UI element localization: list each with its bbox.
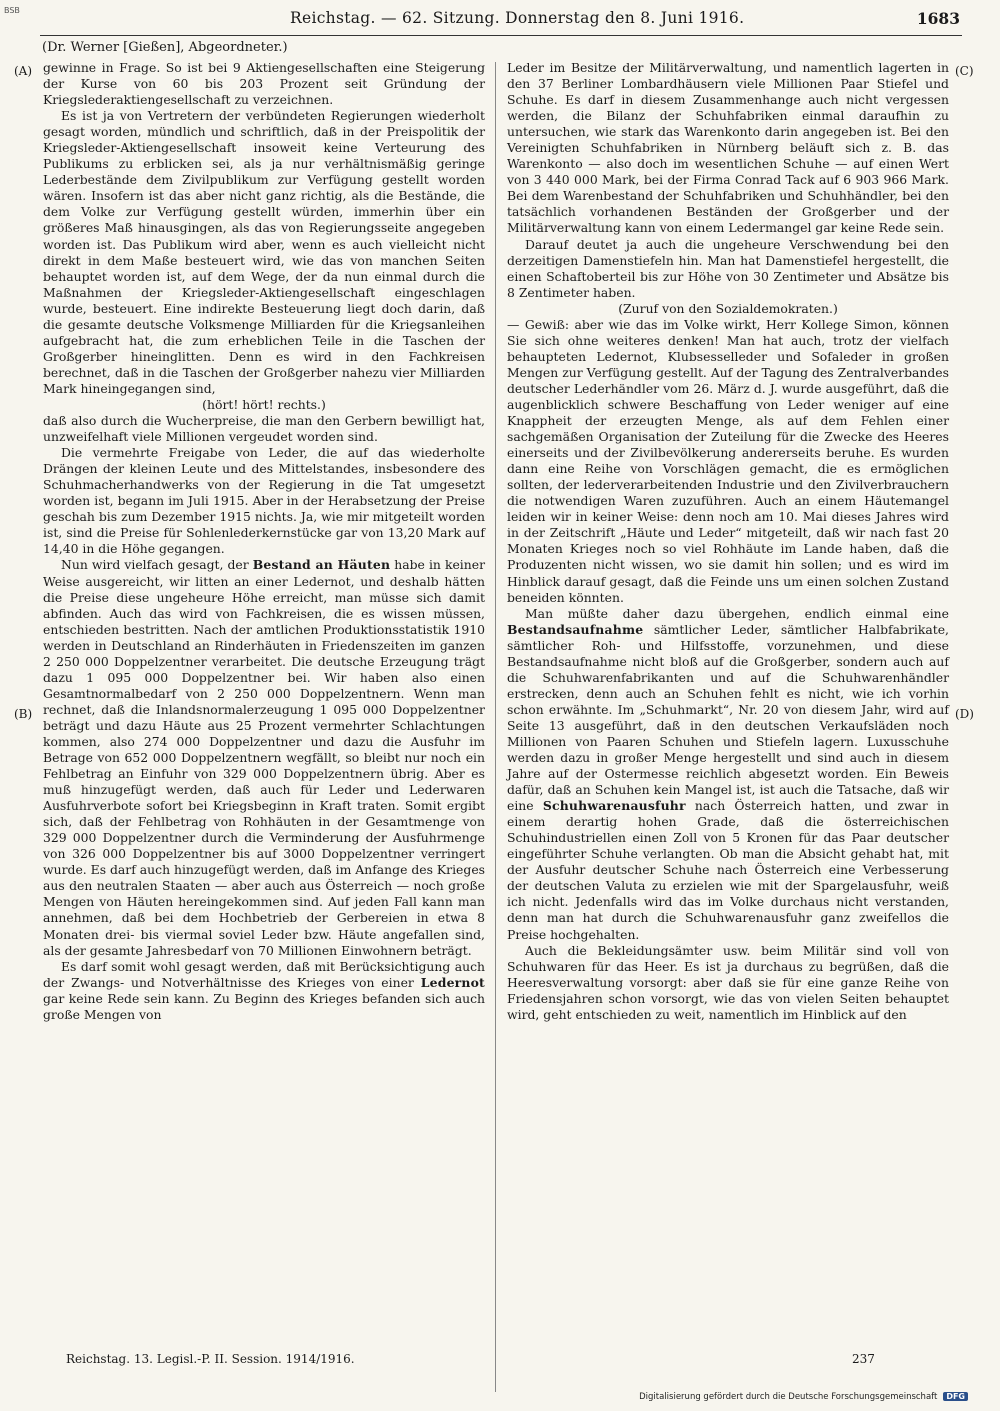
page-number: 1683: [916, 9, 960, 28]
paragraph: gewinne in Frage. So ist bei 9 Aktiengesellschaften eine Steigerung der Kurse von 60 bis 203 Prozent seit Gründung der Kriegslederaktiengesellschaft zu verzeichnen.: [43, 60, 485, 108]
text-run: Es darf somit wohl gesagt werden, daß mit Berücksichtigung auch der Zwangs- und Notverhältnisse des Krieges von einer: [43, 958, 485, 990]
text-run: habe in keiner Weise ausgereicht, wir litten an einer Ledernot, und deshalb hätten die Preise diese ungeheure Höhe erreicht, man müsse sich damit abfinden. Auch das wird von Fachkreisen, die es wissen müssen, entschieden bestritten. Nach der amtlichen Produktionsstatistik 1910 werden in Deutschland an Rinderhäuten in Friedenszeiten im ganzen 2 250 000 Doppelzentner verarbeitet. Die deutsche Erzeugung trägt dazu 1 095 000 Doppelzentner bei. Wir haben also einen Gesamtnormalbedarf von 2 250 000 Doppelzentnern. Wenn man rechnet, daß die Inlandsnormalerzeugung 1 095 000 Doppelzentner beträgt und dazu Häute aus 25 Prozent vermehrter Schlachtungen kommen, also 274 000 Doppelzentner und dazu die Ausfuhr im Betrage von 652 000 Doppelzentnern wegfällt, so bleibt nur noch ein Fehlbetrag an Einfuhr von 329 000 Doppelzentnern übrig. Aber es muß hinzugefügt werden, daß auch für Leder und Lederwaren Ausfuhrverbote sofort bei Kriegsbeginn in Kraft traten. Somit ergibt sich, daß der Fehlbetrag von Rohhäuten in der Gesamtmenge von 329 000 Doppelzentner durch die Verminderung der Ausfuhrmenge von 326 000 Doppelzentner bis auf 3000 Doppelzentner verringert wurde. Es darf auch hinzugefügt werden, daß im Anfange des Krieges aus den neutralen Staaten — aber auch aus Österreich — noch große Mengen von Häuten hereingekommen sind. Auf jeden Fall kann man annehmen, daß bei dem Hochbetrieb der Gerbereien in etwa 8 Monaten drei- bis viermal soviel Leder bzw. Häute angefallen sind, als der gesamte Jahresbedarf von 70 Millionen Einwohnern beträgt.: [43, 557, 486, 958]
emphasis: Bestand an Häuten: [252, 557, 391, 573]
column-divider: [495, 62, 496, 1392]
library-mark: BSB: [4, 6, 20, 15]
margin-mark-b: (B): [14, 707, 33, 721]
paragraph: [507, 606, 949, 943]
text-run: gar keine Rede sein kann. Zu Beginn des Krieges befanden sich auch große Mengen von: [43, 990, 485, 1022]
text-run: Man müßte daher dazu übergehen, endlich einmal eine: [525, 605, 949, 621]
paragraph: [43, 557, 485, 958]
dfg-logo: DFG: [943, 1392, 968, 1401]
digitization-note: [639, 1392, 968, 1402]
running-head: Reichstag. — 62. Sitzung. Donnerstag den 8. Juni 1916.: [290, 9, 745, 27]
digitization-text: Digitalisierung gefördert durch die Deutsche Forschungsgemeinschaft: [639, 1392, 938, 1402]
paragraph: daß also durch die Wucherpreise, die man den Gerbern bewilligt hat, unzweifelhaft viele Millionen vergeudet worden sind.: [43, 413, 485, 445]
paragraph: Es ist ja von Vertretern der verbündeten Regierungen wiederholt gesagt worden, mündlich und schriftlich, daß in der Preispolitik der Kriegsleder-Aktiengesellschaft insoweit keine Verteurung des Publikums zu erblicken sei, als ja nur verhältnismäßig geringe Lederbestände dem Zivilpublikum zur Verfügung gestellt worden wären. Insofern ist das aber nicht ganz richtig, als die Bestände, die dem Volke zur Verfügung gestellt würden, immerhin über ein größeres Maß hinausgingen, als das von Regierungsseite angegeben worden ist. Das Publikum wird aber, wenn es auch vielleicht nicht direkt in dem Maße besteuert wird, wie das von manchen Seiten behauptet worden ist, auf dem Wege, der da nun einmal durch die Maßnahmen der Kriegsleder-Aktiengesellschaft eingeschlagen wurde, besteuert. Eine indirekte Besteuerung liegt doch darin, daß die gesamte deutsche Volksmenge Milliarden für die Kriegsanleihen aufgebracht hat, die zum erheblichen Teile in die Taschen der Großgerber hineinglitten. Denn es wird in den Fachkreisen berechnet, daß in die Taschen der Großgerber nahezu vier Milliarden Mark hineingegangen sind,: [43, 108, 485, 396]
paragraph: Auch die Bekleidungsämter usw. beim Militär sind voll von Schuhwaren für das Heer. Es ist ja durchaus zu begrüßen, daß die Heeresverwaltung vorsorgt: aber daß sie für eine ganze Reihe von Friedensjahren schon vorsorgt, wie das von vielen Seiten behauptet wird, geht entschieden zu weit, namentlich im Hinblick auf den: [507, 942, 949, 1022]
emphasis: Schuhwarenausfuhr: [542, 798, 686, 814]
paragraph: — Gewiß: aber wie das im Volke wirkt, Herr Kollege Simon, können Sie sich ohne weiteres denken! Man hat auch, trotz der vielfach behaupteten Ledernot, Klubsesselleder und Sofaleder in großen Mengen zur Verfügung gestellt. Auf der Tagung des Zentralverbandes deutscher Lederhändler vom 26. März d. J. wurde ausgeführt, daß die augenblicklich schwere Beschaffung von Leder weniger auf eine Knappheit der erzeugten Menge, als auf dem Fehlen einer sachgemäßen Organisation der Zuteilung für die Zwecke des Heeres einerseits und der Zivilbevölkerung andererseits beruhe. Es wurden dann eine Reihe von Vorschlägen gemacht, die es ermöglichen sollten, der lederverarbeitenden Industrie und den Zivilverbrauchern die notwendigen Waren zuzuführen. Auch an einem Häutemangel leiden wir in keiner Weise: denn noch am 10. Mai dieses Jahres wird in der Zeitschrift „Häute und Leder“ mitgeteilt, daß wir nach fast 20 Monaten Krieges noch so viel Rohhäute im Lande haben, daß die Produzenten nicht wissen, wo sie damit hin sollen; und es wird im Hinblick darauf gesagt, daß die Feinde uns um einen solchen Zustand beneiden könnten.: [507, 316, 949, 605]
text-run: Nun wird vielfach gesagt, der: [61, 557, 253, 573]
footer-sheet-number: 237: [852, 1352, 875, 1366]
margin-mark-d: (D): [955, 707, 974, 721]
speaker-line: (Dr. Werner [Gießen], Abgeordneter.): [42, 40, 288, 55]
interjection: (Zuruf von den Sozialdemokraten.): [618, 300, 838, 316]
paragraph: Die vermehrte Freigabe von Leder, die auf das wiederholte Drängen der kleinen Leute und des Mittelstandes, insbesondere des Schuhmacherhandwerks von der Regierung in die Tat umgesetzt worden ist, begann im Juli 1915. Aber in der Herabsetzung der Preise geschah bis zum Dezember 1915 nichts. Ja, wie mir mitgeteilt worden ist, sind die Preise für Sohlenlederkernstücke gar von 13,20 Mark auf 14,40 in die Höhe gegangen.: [43, 445, 485, 557]
header-rule: [40, 35, 962, 36]
margin-mark-c: (C): [955, 64, 974, 78]
text-run: sämtlicher Leder, sämtlicher Halbfabrikate, sämtlicher Roh- und Hilfsstoffe, vorzunehmen, und diese Bestandsaufnahme nicht bloß auf die Großgerber, sondern auch auf die Schuhwarenfabrikanten und auf die Schuhwarenhändler erstrecken, denn auch an Schuhen fehlt es nicht, wie ich vorhin schon erwähnte. Im „Schuhmarkt“, Nr. 20 von diesem Jahr, wird auf Seite 13 ausgeführt, daß in den deutschen Verkaufsläden noch Millionen von Paaren Schuhen und Stiefeln lagern. Luxusschuhe werden dazu in großer Menge hergestellt und sind auch in diesem Jahre auf der Ostermesse reichlich abgesetzt worden. Ein Beweis dafür, daß an Schuhen kein Mangel ist, ist auch die Tatsache, daß wir eine: [507, 621, 949, 814]
right-column: [507, 60, 949, 1023]
text-run: nach Österreich hatten, und zwar in einem derartig hohen Grade, daß die österreichischen Schuhindustriellen einen Zoll von 5 Kronen für das Paar deutscher eingeführter Schuhe verlangten. Ob man die Absicht gehabt hat, mit der Ausfuhr deutscher Schuhe nach Österreich eine Verbesserung der deutschen Valuta zu erzielen wie mit der Spargelausfuhr, weiß ich nicht. Jedenfalls wird das im Volke durchaus nicht verstanden, denn man hat durch die Schuhwarenausfuhr ganz zweifellos die Preise hochgehalten.: [507, 798, 949, 942]
emphasis: Ledernot: [420, 974, 485, 990]
left-column: [43, 60, 485, 1023]
paragraph: [43, 959, 485, 1023]
paragraph: Darauf deutet ja auch die ungeheure Verschwendung bei den derzeitigen Damenstiefeln hin. Man hat Damenstiefel hergestellt, die einen Schaftoberteil bis zur Höhe von 30 Zentimeter und Absätze bis 8 Zentimeter haben.: [507, 236, 949, 300]
paragraph: Leder im Besitze der Militärverwaltung, und namentlich lagerten in den 37 Berliner Lombardhäusern viele Millionen Paar Stiefel und Schuhe. Es darf in diesem Zusammenhange auch nicht vergessen werden, die Bilanz der Schuhfabriken einmal daraufhin zu untersuchen, wie stark das Warenkonto darin angegeben ist. Bei den Vereinigten Schuhfabriken in Nürnberg beläuft sich z. B. das Warenkonto — also doch im wesentlichen Schuhe — auf einen Wert von 3 440 000 Mark, bei der Firma Conrad Tack auf 6 903 966 Mark. Bei dem Warenbestand der Schuhfabriken und Schuhhändler, bei den tatsächlich vorhandenen Beständen der Großgerber und der Militärverwaltung kann von einem Ledermangel gar keine Rede sein.: [507, 60, 949, 236]
footer-session: Reichstag. 13. Legisl.-P. II. Session. 1914/1916.: [66, 1352, 355, 1366]
emphasis: Bestandsaufnahme: [507, 621, 644, 637]
interjection: (hört! hört! rechts.): [202, 396, 326, 412]
page-header: [40, 9, 960, 37]
margin-mark-a: (A): [14, 64, 33, 78]
